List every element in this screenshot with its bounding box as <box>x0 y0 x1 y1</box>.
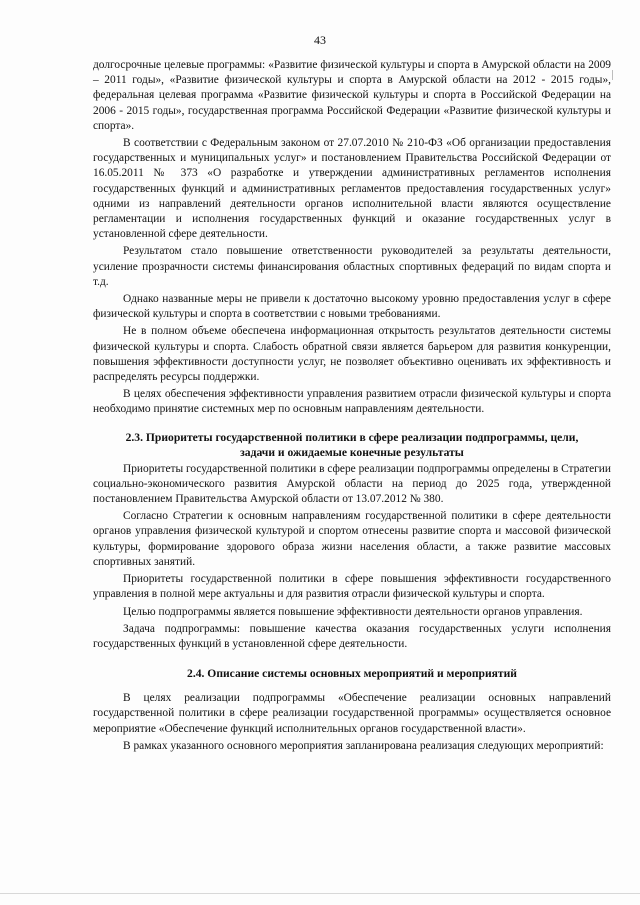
paragraph-activities: В рамках указанного основного мероприятия запланирована реализация следующих мероприятий: <box>123 739 604 752</box>
paragraph-task: Задача подпрограммы: повышение качества оказания государственных услуги исполнения государственных функций в установленной сфере деятельности. <box>93 622 611 650</box>
page-number: 43 <box>314 33 326 47</box>
paragraph-federal-law: В соответствии с Федеральным законом от 27.07.2010 № 210-ФЗ «Об организации предоставления государственных и муниципальных услуг» и постановлением Правительства Российской Федерации от 16.05.2011 № 373 «О разработке и утверждении административных регламентов исполнения государственных функций и административных регламентов предоставления государственных услуг» одними из направлений деятельности органов исполнительной власти являются осуществление регламентации и исполнения государственных функций и оказание государственных услуг в установленной сфере деятельности. <box>93 137 611 241</box>
paragraph-strategy: Согласно Стратегии к основным направлениям государственной политики в сфере деятельности органов управления физической культурой и спортом отнесены развитие спорта и массовой физической культуры, формирование здорового образа жизни населения области, а также развитие массовых спортивных занятий. <box>93 510 611 568</box>
section-heading-2-4: 2.4. Описание системы основных мероприятий и мероприятий <box>187 667 517 681</box>
scan-artifact-mark <box>612 70 613 80</box>
paragraph-implementation: В целях реализации подпрограммы «Обеспечение реализации основных направлений государственной политики в сфере реализации государственной программы» осуществляется основное мероприятие «Обеспечение функций исполнительных органов государственной власти». <box>93 692 611 735</box>
paragraph-openness: Не в полном объеме обеспечена информационная открытость результатов деятельности системы физической культуры и спорта. Слабость обратной связи является барьером для развития конкуренции, повышения эффективности доступности услуг, не позволяет объективно оценивать их эффективность и распределять ресурсы поддержки. <box>93 325 611 384</box>
paragraph-result: Результатом стало повышение ответственности руководителей за результаты деятельности, усиление прозрачности системы финансирования областных спортивных федераций по видам спорта и т.д. <box>93 245 611 288</box>
paragraph-continuation: долгосрочные целевые программы: «Развитие физической культуры и спорта в Амурской области на 2009 – 2011 годы», «Развитие физической культуры и спорта в Амурской области на 2012 - 2015 годы», федеральная целевая программа «Развитие физической культуры и спорта в Российской Федерации на 2006 - 2015 годы», государственная программа Российской Федерации «Развитие физической культуры и спорта». <box>93 59 611 132</box>
section-heading-2-3 <box>93 430 611 460</box>
paragraph-priorities: Приоритеты государственной политики в сфере реализации подпрограммы определены в Стратегии социально-экономического развития Амурской области на период до 2025 года, утвержденной постановлением Правительства Амурской области от 13.07.2012 № 380. <box>93 462 611 506</box>
paragraph-measures: Однако названные меры не привели к достаточно высокому уровню предоставления услуг в сфере физической культуры и спорта в соответствии с новыми требованиями. <box>93 293 611 321</box>
paragraph-efficiency: В целях обеспечения эффективности управления развитием отрасли физической культуры и спорта необходимо принятие системных мер по основным направлениям деятельности. <box>93 388 611 416</box>
document-body <box>93 58 611 756</box>
section-heading-2-3-line1: 2.3. Приоритеты государственной политики в сфере реализации подпрограммы, цели, <box>125 430 579 444</box>
scan-artifact-line <box>0 893 640 894</box>
paragraph-goal: Целью подпрограммы является повышение эффективности деятельности органов управления. <box>123 605 583 618</box>
section-heading-2-3-line2: задачи и ожидаемые конечные результаты <box>240 445 464 459</box>
paragraph-management-priorities: Приоритеты государственной политики в сфере повышения эффективности государственного управления в полной мере актуальны и для развития отрасли физической культуры и спорта. <box>93 573 611 601</box>
